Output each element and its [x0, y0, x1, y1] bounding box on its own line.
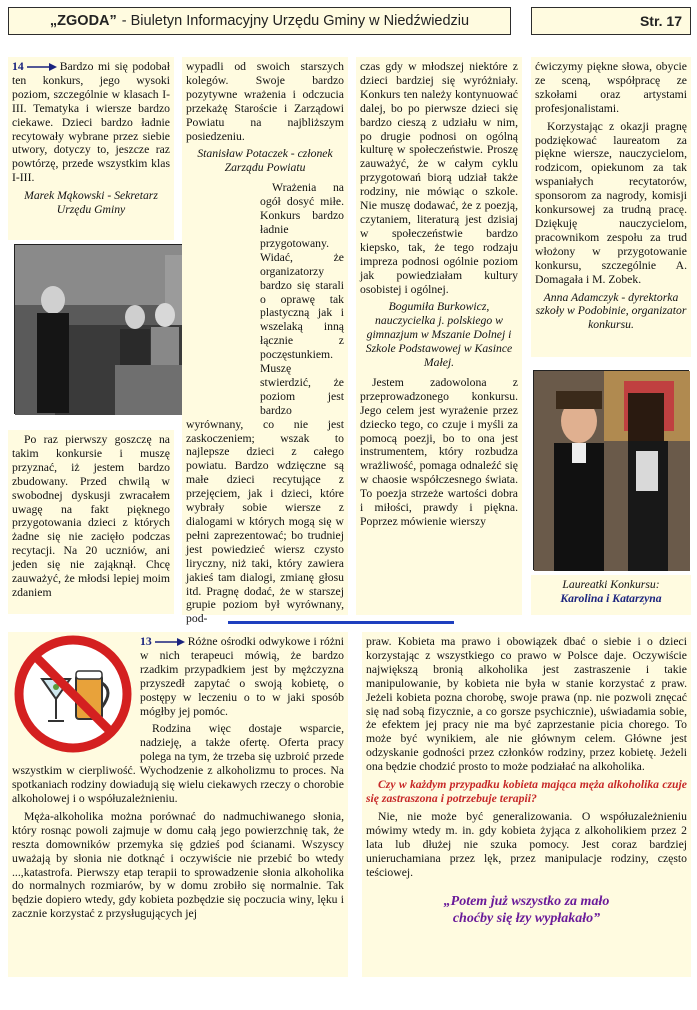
- paragraph: Jestem zadowolona z przeprowadzonego konkursu. Jego celem jest wyrażenie przez dziecko tego, co czuje i myśli za pomocą poezji, bo to ona jest instrumentem, który rozbudza wrażliwość, pomaga odnaleźć się w chaosie współczesnego świata. To poezja strzeże wartości dobra i miłości, prawdy i piękna. Poprzez mówienie wierszy: [360, 375, 518, 528]
- top-col2: [182, 57, 348, 626]
- paragraph: Po raz pierwszy goszczę na takim konkursie i muszę przyznać, iż jestem bardzo zbudowany. Przed chwilą w swobodnej dyskusji zwracałem uwagę na fakt pięknego przygotowania dzieci z których żadne się nie zacięło podczas recytacji. Na 20 uczniów, ani jeden się nie zająknął. Chcę zauważyć, że młodsi lepiej moim zdaniem: [12, 433, 170, 599]
- top-col1-upper: [8, 57, 174, 240]
- left-text-1: Różne ośrodki odwykowe i różni w nich terapeuci mówią, że bardzo rzadkim przypadkiem jest by mężczyzna przyszedł zapytać o swoją kobietę, o postępy w leczeniu o to w jaki sposób mógłby jej pomóc.: [140, 635, 344, 718]
- page-number: Str. 17: [639, 13, 682, 29]
- paragraph: [12, 60, 170, 185]
- arrow-right-icon: [155, 638, 185, 646]
- top-col3: [356, 57, 522, 615]
- quote-line-2: choćby się łzy wypłakało”: [452, 911, 601, 927]
- paragraph: Korzystając z okazji pragnę podziękować laureatom za piękne wiersze, nauczycielom, rodzicom, opiekunom za tak wspaniałych recytatorów, sponsorom za nagrody, komisji konkursowej za trudną pracę. Dziękuję nauczycielom, pracownikom zespołu za trud włożony w przygotowanie konkursu, szczególnie A. Domagała i M. Zobek.: [535, 119, 687, 286]
- photo-laureates-image: [534, 371, 690, 571]
- newsletter-subtitle: - Biuletyn Informacyjny Urzędu Gminy w Niedźwiedziu: [121, 13, 470, 29]
- arrow-right-icon: [27, 63, 57, 71]
- paragraph: Rodzina więc dostaje wsparcie, nadzieję, a także ofertę. Oferta pracy polega na tym, że trzeba się uzbroić przede wszystkim w cierpliwość. Wychodzenie z alkoholizmu to proces. Na spotkaniach rodziny dowiadują się wielu ciekawych rzeczy o chorobie alkoholowej i o współuzależnieniu.: [12, 722, 344, 805]
- photo-caption-names: Karolina i Katarzyna: [560, 591, 662, 605]
- section-separator: [228, 621, 454, 624]
- paragraph: wypadli od swoich starszych kolegów. Swoje bardzo pozytywne wrażenia i odczucia przekażę Staroście i Zarządowi Powiatu na najbliższym posiedzeniu.: [186, 60, 344, 143]
- header-title-bar: [8, 7, 511, 35]
- top-col1-lower: [8, 430, 174, 614]
- item-number: 14: [12, 60, 24, 73]
- item-number: 13: [140, 635, 152, 648]
- photo-caption-box: [531, 575, 691, 615]
- paragraph: Wrażenia na ogół dosyć miłe. Konkurs bardzo ładnie przygotowany. Widać, że organizatorzy bardzo się starali o oprawę tak plastyczną jak i wszelaką inną łącznie z poczęstunkiem. Muszę stwierdzić, że poziom jest bardzo wyrównany, co nie jest zaskoczeniem; wszak to najlepsze dzieci z całego powiatu. Bardzo wdzięczne są małe dzieci recytujące z przejęciem, jak i dzieci, które wybrały sobie wiersze z dialogami w których mogą się w pełni zaprezentować; bo trudniej jest powiedzieć wiersz czysto liryczny, niż taki, który zawiera jakieś tam dialogi, zmianę głosu itd. Pragnę dodać, że w starszej grupie poziom był wyrównany, pod-: [186, 181, 344, 626]
- signature-mankowski: Marek Mąkowski - Sekretarz Urzędu Gminy: [24, 189, 158, 217]
- no-alcohol-sign-icon: [12, 635, 134, 753]
- col1-text-1: Bardzo mi się podobał ten konkurs, jego wysoki poziom, szczególnie w klasach I-III. Tematyka i wiersze bardzo ciekawe. Dzieci bardzo ładnie recytowały wybrane przez siebie utwory, dotyczy to, jeszcze raz powtórzę, przede wszystkim klas I-III.: [12, 60, 170, 185]
- signature-potaczek: Stanisław Potaczek - członek Zarządu Powiatu: [197, 147, 333, 175]
- signature-adamczyk: Anna Adamczyk - dyrektorka szkoły w Podobinie, organizator konkursu.: [535, 290, 687, 332]
- photo-wrap-spacer: [186, 181, 260, 405]
- newsletter-name: „ZGODA”: [49, 13, 117, 29]
- paragraph: ćwiczymy piękne słowa, obycie ze sceną, współpracę ze szkołami oraz artystami profesjonalistami.: [535, 60, 687, 115]
- page-number-box: [531, 7, 691, 35]
- paragraph: Nie, nie może być generalizowania. O współuzależnieniu mówimy wtedy m. in. gdy kobieta żyjąca z alkoholikiem przez 2 lata lub dłużej nie szuka pomocy. Jest coraz bardziej unieruchamiana przez lęk, przez manipulacje rodziny, często teściowej.: [366, 809, 687, 879]
- paragraph: czas gdy w młodszej niektóre z dzieci bardziej się wyróżniały. Konkurs ten należy kontynuować dalej, bo po pierwsze dzieci się bardzo cieszą z udziału w nim, po drugie podnosi on ogólną kulturę w społeczeństwie. Proszę zauważyć, że w całym cyklu przygotowań biorą udział także rodziny, nie mówiąc o szkole. Nie muszę dodawać, że z poezją, czytaniem, literaturą jest dzisiaj w społeczeństwie bardzo kiepsko, tak, że tego rodzaju impreza podnosi ogólnie poziom jak powiedziałam kultury osobistej i ogólnej.: [360, 60, 518, 296]
- bottom-left-col: [8, 632, 348, 977]
- photo-caption-label: Laureatki Konkursu:: [562, 578, 660, 591]
- interview-question: Czy w każdym przypadku kobieta mająca męża alkoholika czuje się zastraszona i potrzebuje terapii?: [366, 778, 687, 805]
- signature-burkowicz: Bogumiła Burkowicz, nauczycielka j. polskiego w gimnazjum w Mszanie Dolnej i Szkole Podstawowej w Kasince Małej.: [365, 300, 513, 370]
- closing-quote: [366, 893, 687, 927]
- paragraph: Męża-alkoholika można porównać do nadmuchiwanego słonia, który rosnąc powoli zajmuje w domu całą jego powierzchnię tak, że reszta domowników przemyka się gdzieś pod ścianami. Wszyscy uważają by słonia nie dotknąć i oczywiście nie przebić bo wtedy ...,katastrofa. Pierwszy etap terapii to sprowadzenie słonia alkoholika do normalnych rozmiarów, by w domu zrobiło się normalnie. Tak będzie dopiero wtedy, gdy kobieta pozbędzie się poczucia winy, lęku i zacznie korzystać z przysługujących jej: [12, 809, 344, 921]
- bottom-right-col: [362, 632, 691, 977]
- quote-line-1: „Potem już wszystko za mało: [443, 894, 610, 910]
- paragraph: praw. Kobieta ma prawo i obowiązek dbać o siebie i o dzieci korzystając z wszystkiego co prawo w Polsce daje. Oczywiście największą bronią alkoholika jest zastraszenie i takie manipulowanie, by kobieta nie była w stanie korzystać z praw. Jeżeli kobieta pozna chorobę, swoje prawa (np. nie pozwoli znęcać się nad sobą fizycznie, a co gorsze psychicznie), uświadamia sobie, że efektem jej pracy nie ma być zaprzestanie picia chorego. To może być wynikiem, ale nie głównym celem. Główne jest odzyskanie godności przez członków rodziny, przez kobietę. Jeżeli ona będzie chodzić prosto to może podziałać na alkoholika.: [366, 635, 687, 774]
- photo-laureates: [533, 370, 689, 570]
- top-col4: [531, 57, 691, 357]
